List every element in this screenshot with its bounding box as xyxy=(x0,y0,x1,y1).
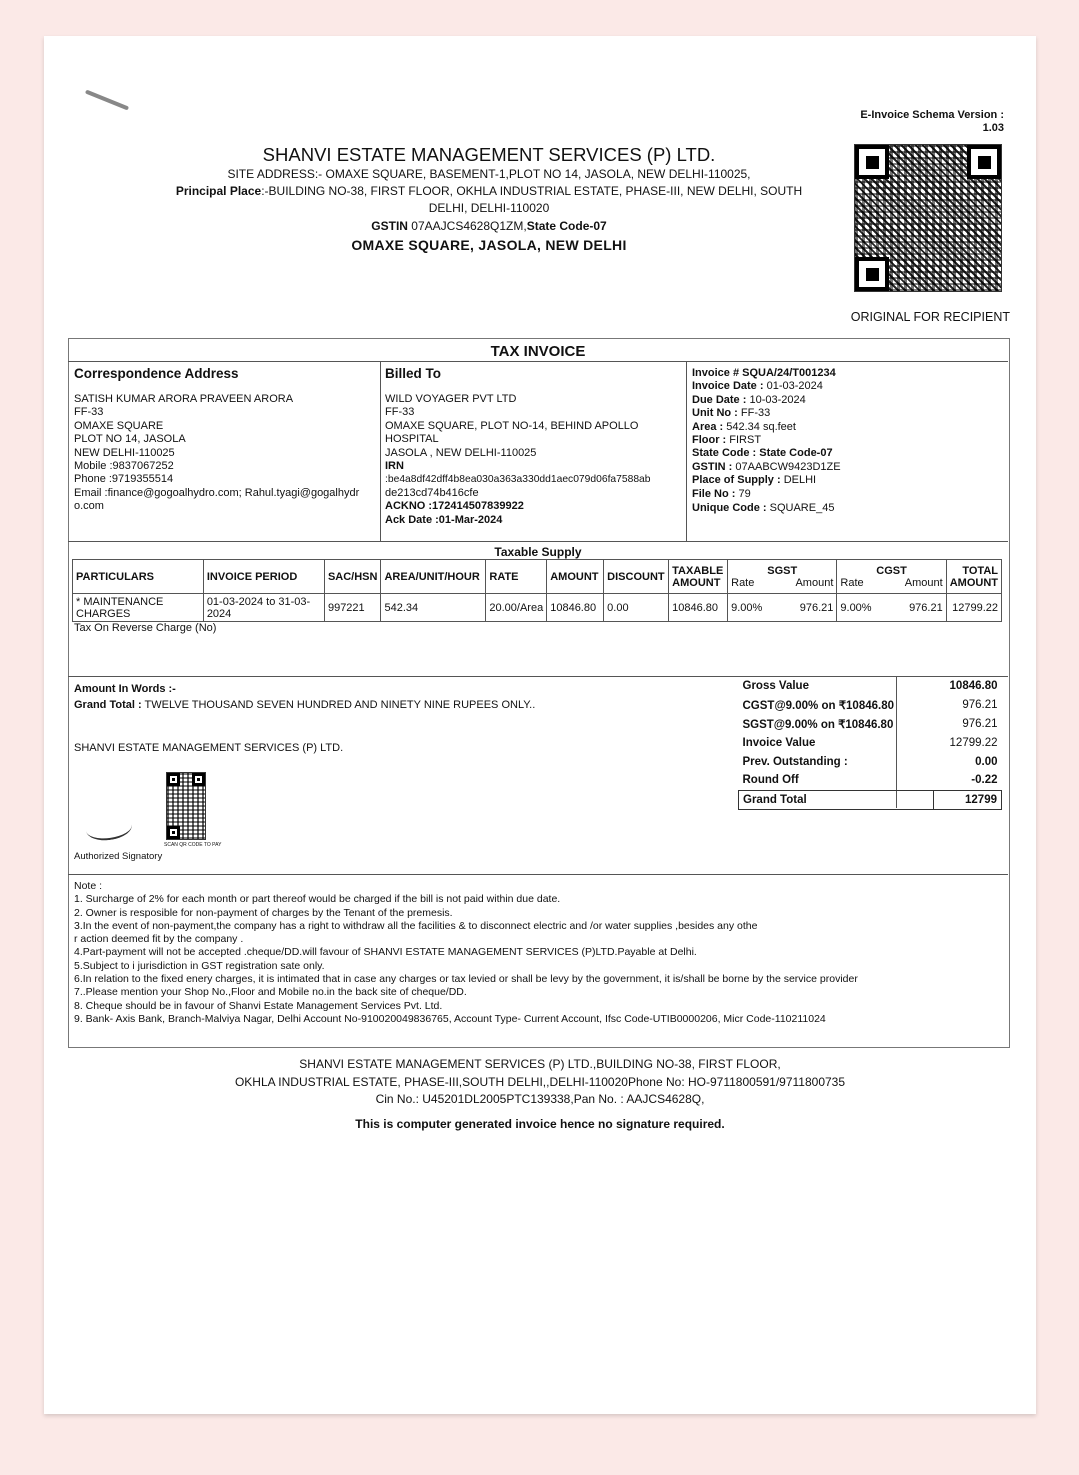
col-discount: DISCOUNT xyxy=(604,560,669,594)
items-header-row xyxy=(73,560,1002,594)
prev-outstanding-label: Prev. Outstanding : xyxy=(742,755,848,768)
billed-to xyxy=(385,366,683,527)
irn-label: IRN xyxy=(385,460,404,473)
signatory-company: SHANVI ESTATE MANAGEMENT SERVICES (P) LTD. xyxy=(74,742,344,754)
gross-value: 10846.80 xyxy=(949,679,998,692)
schema-label: E-Invoice Schema Version : xyxy=(860,109,1004,121)
note-item: r action deemed fit by the company . xyxy=(74,933,244,946)
item-area: 542.34 xyxy=(381,594,486,622)
notes-heading: Note : xyxy=(74,880,103,892)
billed-line: OMAXE SQUARE, PLOT NO-14, BEHIND APOLLO xyxy=(385,419,639,432)
note-item: 9. Bank- Axis Bank, Branch-Malviya Nagar, Delhi Account No-910020049836765, Account Type- Current Account, Ifsc Code-UTIB0000206, Micr Code-110211024 xyxy=(74,1012,826,1025)
col-rate: RATE xyxy=(486,560,547,594)
invoice-date: 01-03-2024 xyxy=(766,380,823,393)
col-particulars: PARTICULARS xyxy=(73,560,204,594)
grand-total-label: Grand Total xyxy=(739,790,934,809)
file-no: 79 xyxy=(738,487,751,500)
cgst-label: CGST@9.00% on ₹10846.80 xyxy=(742,699,894,712)
sgst-label: SGST@9.00% on ₹10846.80 xyxy=(742,718,894,731)
gstin-label: GSTIN xyxy=(371,219,408,233)
grand-total-words-value: TWELVE THOUSAND SEVEN HUNDRED AND NINETY NINE RUPEES ONLY.. xyxy=(144,699,536,711)
footer-line-3: Cin No.: U45201DL2005PTC139338,Pan No. : AAJCS4628Q, xyxy=(375,1092,705,1106)
qr-caption: SCAN QR CODE TO PAY xyxy=(164,842,222,848)
invoice-details xyxy=(692,367,1002,515)
unit-label: Unit No : xyxy=(692,407,738,420)
amount-in-words-label: Amount In Words :- xyxy=(74,683,176,695)
location: OMAXE SQUARE, JASOLA, NEW DELHI xyxy=(351,237,627,253)
principal-label: Principal Place xyxy=(175,184,262,198)
company-name: SHANVI ESTATE MANAGEMENT SERVICES (P) LTD. xyxy=(262,144,716,165)
due-date: 10-03-2024 xyxy=(749,393,806,406)
col-area: AREA/UNIT/HOUR xyxy=(381,560,486,594)
floor: FIRST xyxy=(729,434,762,447)
state-code: State Code-07 xyxy=(526,219,607,233)
unique-label: Unique Code : xyxy=(692,502,767,515)
item-taxable: 10846.80 xyxy=(669,594,728,622)
company-gstin xyxy=(104,219,874,233)
file-label: File No : xyxy=(692,487,736,500)
schema-version xyxy=(860,109,1004,136)
corr-email: Email :finance@gogoalhydro.com; Rahul.tyagi@gogalhydr xyxy=(74,486,360,499)
round-off: -0.22 xyxy=(971,774,998,787)
corr-line: FF-33 xyxy=(74,406,104,419)
totals-table xyxy=(738,676,1002,810)
note-item: 5.Subject to i jurisdiction in GST registration sate only. xyxy=(74,959,325,972)
due-date-label: Due Date : xyxy=(692,393,747,406)
prev-outstanding: 0.00 xyxy=(975,755,998,768)
authorized-signatory: Authorized Signatory xyxy=(74,851,163,862)
footer-line-2: OKHLA INDUSTRIAL ESTATE, PHASE-III,SOUTH DELHI,,DELHI-110020Phone No: HO-9711800591/9711800735 xyxy=(234,1075,846,1089)
footer-line-1: SHANVI ESTATE MANAGEMENT SERVICES (P) LTD.,BUILDING NO-38, FIRST FLOOR, xyxy=(299,1057,781,1071)
sgst-value: 976.21 xyxy=(962,717,998,730)
unit-no: FF-33 xyxy=(740,407,771,420)
col-sgst: SGST Rate Amount xyxy=(728,560,837,594)
invoice-value: 12799.22 xyxy=(949,736,998,749)
pen-mark xyxy=(85,90,129,111)
col-period: INVOICE PERIOD xyxy=(203,560,324,594)
grand-total-words xyxy=(74,699,535,712)
buyer-gstin: 07AABCW9423D1ZE xyxy=(735,460,841,473)
invoice-title: TAX INVOICE xyxy=(490,343,586,360)
note-item: 8. Cheque should be in favour of Shanvi Estate Management Services Pvt. Ltd. xyxy=(74,999,443,1012)
note-item: 2. Owner is resposible for non-payment of charges by the Tenant of the premesis. xyxy=(74,906,453,919)
correspondence-heading: Correspondence Address xyxy=(74,366,239,381)
area-label: Area : xyxy=(692,420,724,433)
ack-no: ACKNO :172414507839922 xyxy=(385,500,524,513)
corr-line: SATISH KUMAR ARORA PRAVEEN ARORA xyxy=(74,393,294,405)
state-code-line: State Code : State Code-07 xyxy=(692,447,833,460)
item-period: 01-03-2024 to 31-03-2024 xyxy=(203,594,324,622)
corr-mobile: Mobile :9837067252 xyxy=(74,460,174,473)
billed-line: HOSPITAL xyxy=(385,433,439,446)
col-sac: SAC/HSN xyxy=(324,560,381,594)
gstin-value: 07AAJCS4628Q1ZM, xyxy=(411,219,527,233)
corr-line: OMAXE SQUARE xyxy=(74,419,164,432)
invoice-page xyxy=(44,36,1036,1414)
item-particulars: * MAINTENANCE CHARGES xyxy=(73,594,204,622)
invoice-number: Invoice # SQUA/24/T001234 xyxy=(692,367,836,379)
corr-email-cont: o.com xyxy=(74,500,104,513)
grand-total-value: 12799 xyxy=(933,790,1001,809)
note-item: 4.Part-payment will not be accepted .cheque/DD.will favour of SHANVI ESTATE MANAGEMENT SERVICES (P)LTD.Payable at Delhi. xyxy=(74,946,697,959)
correspondence-address xyxy=(74,366,374,514)
place-of-supply: DELHI xyxy=(783,474,817,487)
notes xyxy=(74,880,858,1026)
gross-value-label: Gross Value xyxy=(742,679,809,692)
supply-label: Place of Supply : xyxy=(692,474,781,487)
item-sac: 997221 xyxy=(324,594,381,622)
billed-to-heading: Billed To xyxy=(385,366,441,381)
unique-code: SQUARE_45 xyxy=(769,502,835,515)
billed-line: JASOLA , NEW DELHI-110025 xyxy=(385,446,537,459)
principal-address: :-BUILDING NO-38, FIRST FLOOR, OKHLA INDUSTRIAL ESTATE, PHASE-III, NEW DELHI, SOUTH xyxy=(261,184,803,198)
copy-label: ORIGINAL FOR RECIPIENT xyxy=(850,310,1010,324)
item-cgst: 9.00% 976.21 xyxy=(837,594,946,622)
gstin-label: GSTIN : xyxy=(692,460,733,473)
footer-disclaimer: This is computer generated invoice hence no signature required. xyxy=(355,1117,725,1131)
corr-phone: Phone :9719355514 xyxy=(74,473,174,486)
principal-place xyxy=(104,184,874,198)
einvoice-qr-code xyxy=(854,144,1002,292)
note-item: 3.In the event of non-payment,the company has a right to withdraw all the facilities & to disconnect electric and /or water supplies ,besides any othe xyxy=(74,919,758,932)
item-row xyxy=(73,594,1002,622)
col-taxable: TAXABLE AMOUNT xyxy=(669,560,728,594)
invoice-value-label: Invoice Value xyxy=(742,736,816,749)
items-table xyxy=(72,559,1002,622)
round-off-label: Round Off xyxy=(742,774,799,787)
grand-total-words-label: Grand Total : xyxy=(74,699,142,711)
col-amount: AMOUNT xyxy=(547,560,604,594)
cgst-value: 976.21 xyxy=(962,698,998,711)
billed-line: FF-33 xyxy=(385,406,415,419)
payment-qr-code xyxy=(166,772,206,840)
item-sgst: 9.00% 976.21 xyxy=(728,594,837,622)
schema-value: 1.03 xyxy=(982,122,1004,135)
ack-date: Ack Date :01-Mar-2024 xyxy=(385,513,503,526)
corr-line: PLOT NO 14, JASOLA xyxy=(74,433,186,446)
reverse-charge: Tax On Reverse Charge (No) xyxy=(74,622,217,634)
irn-value: :be4a8df42dff4b8ea030a363a330dd1aec079d06fa7588ab xyxy=(385,474,651,486)
billed-line: WILD VOYAGER PVT LTD xyxy=(385,393,517,405)
item-discount: 0.00 xyxy=(604,594,669,622)
invoice-date-label: Invoice Date : xyxy=(692,380,764,393)
area: 542.34 sq.feet xyxy=(726,420,796,433)
floor-label: Floor : xyxy=(692,434,727,447)
principal-address-2: DELHI, DELHI-110020 xyxy=(428,201,550,215)
note-item: 7..Please mention your Shop No.,Floor and Mobile no.in the back site of cheque/DD. xyxy=(74,986,467,999)
note-item: 1. Surcharge of 2% for each month or part thereof would be charged if the bill is not paid within due date. xyxy=(74,893,561,906)
item-amount: 10846.80 xyxy=(547,594,604,622)
irn-value-cont: de213cd74b416cfe xyxy=(385,486,479,499)
item-rate: 20.00/Area xyxy=(486,594,547,622)
taxable-supply-label: Taxable Supply xyxy=(494,545,582,559)
col-total: TOTAL AMOUNT xyxy=(946,560,1001,594)
col-cgst: CGST Rate Amount xyxy=(837,560,946,594)
note-item: 6.In relation to the fixed enery charges, it is intimated that in case any charges or tax levied or shall be levy by the government, it is/shall be borne by the service provider xyxy=(74,973,858,986)
corr-line: NEW DELHI-110025 xyxy=(74,446,175,459)
site-address: SITE ADDRESS:- OMAXE SQUARE, BASEMENT-1,PLOT NO 14, JASOLA, NEW DELHI-110025, xyxy=(227,167,751,181)
item-total: 12799.22 xyxy=(946,594,1001,622)
